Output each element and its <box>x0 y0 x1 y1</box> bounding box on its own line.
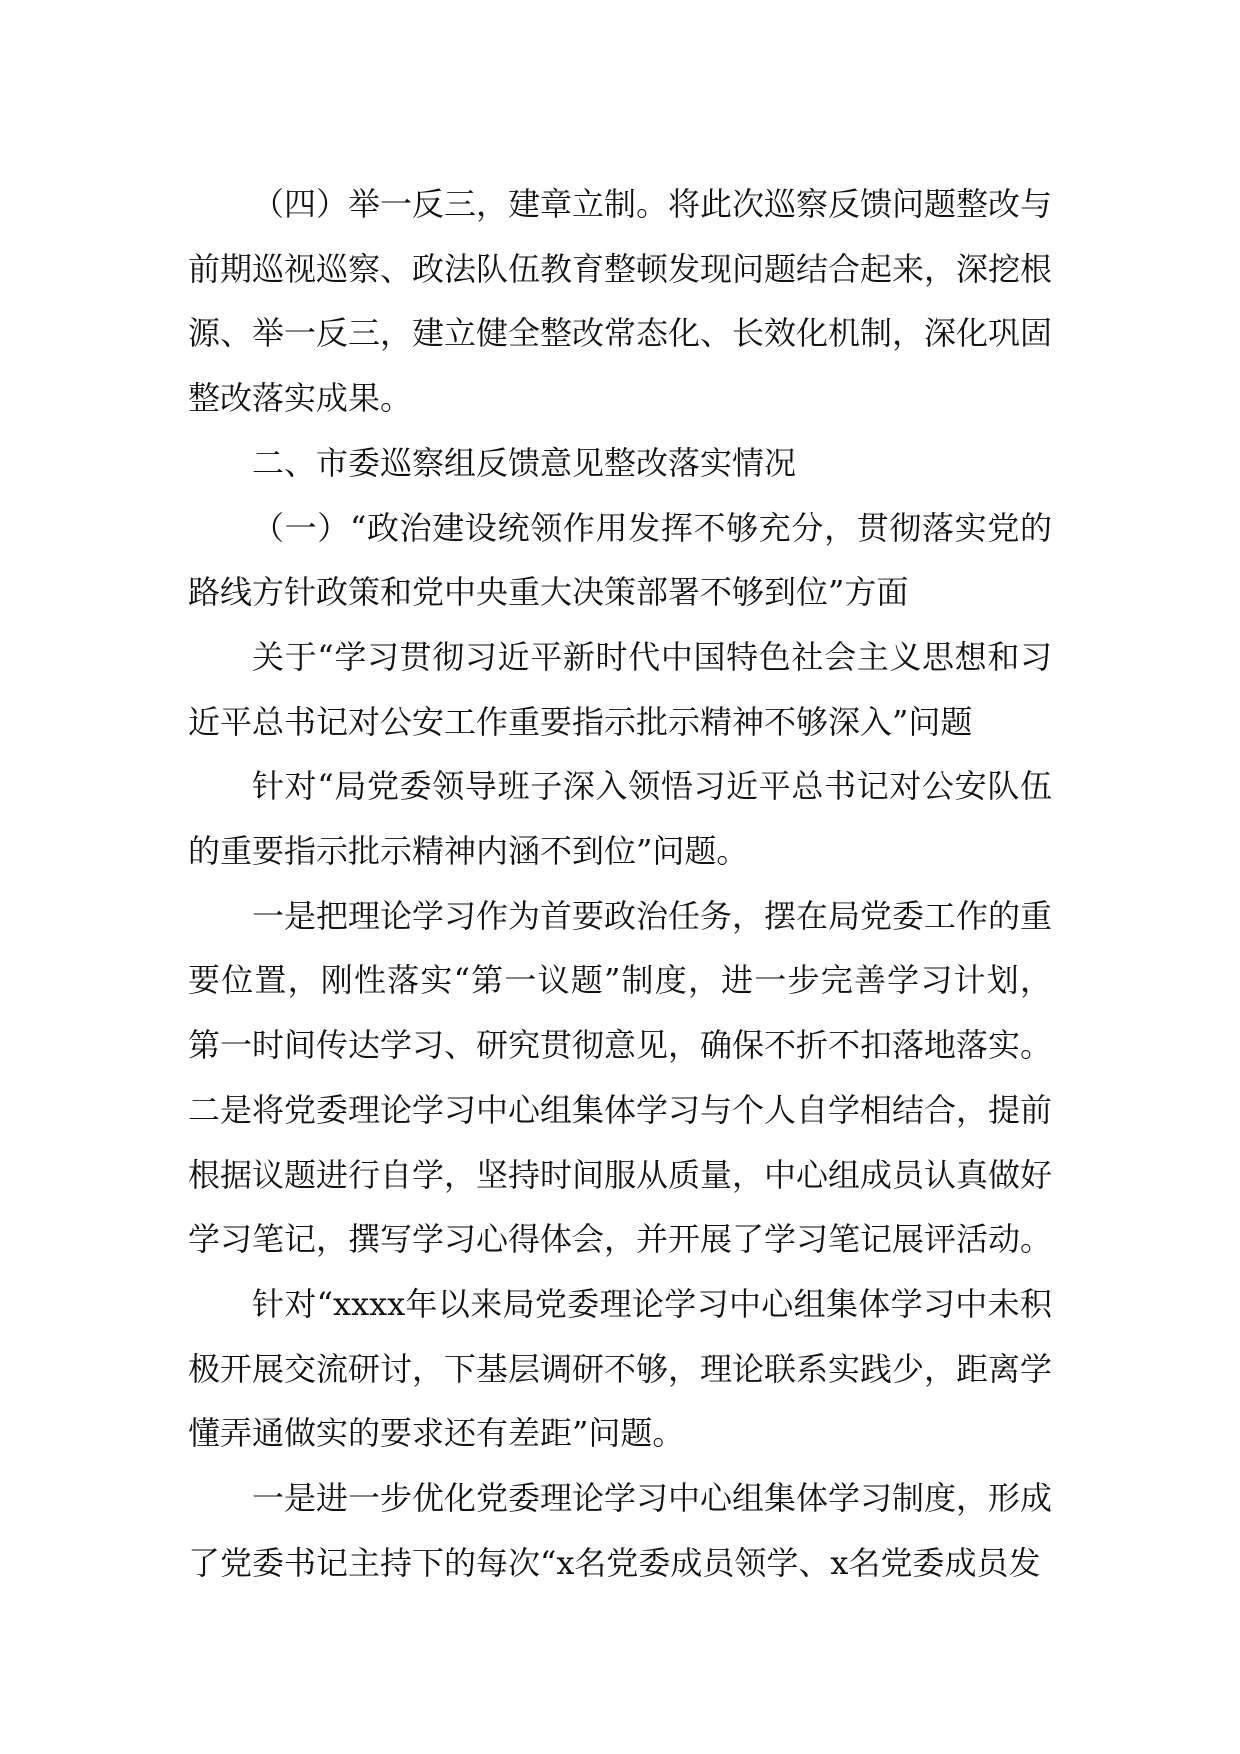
paragraph-issue-leadership: 针对“局党委领导班子深入领悟习近平总书记对公安队伍的重要指示批示精神内涵不到位”问题。 <box>188 767 1052 871</box>
paragraph-measures-2: 一是进一步优化党委理论学习中心组集体学习制度，形成了党委书记主持下的每次“x名党委成员领学、x名党委成员发 <box>188 1479 1053 1582</box>
heading-section-2: 二、市委巡察组反馈意见整改落实情况 <box>252 443 797 482</box>
document-body <box>188 172 1052 1595</box>
paragraph-issue-study-group: 针对“xxxx年以来局党委理论学习中心组集体学习中未积极开展交流研讨，下基层调研不够，理论联系实践少，距离学懂弄通做实的要求还有差距”问题。 <box>188 1284 1053 1453</box>
subheading-study-issue: 关于“学习贯彻习近平新时代中国特色社会主义思想和习近平总书记对公安工作重要指示批示精神不够深入”问题 <box>188 637 1052 741</box>
paragraph-section-4: （四）举一反三，建章立制。将此次巡察反馈问题整改与前期巡视巡察、政法队伍教育整顿发现问题结合起来，深挖根源、举一反三，建立健全整改常态化、长效化机制，深化巩固整改落实成果。 <box>188 185 1053 418</box>
subheading-political-construction: （一）“政治建设统领作用发挥不够充分，贯彻落实党的路线方针政策和党中央重大决策部署不够到位”方面 <box>188 508 1052 612</box>
paragraph-measures-1: 一是把理论学习作为首要政治任务，摆在局党委工作的重要位置，刚性落实“第一议题”制度，进一步完善学习计划，第一时间传达学习、研究贯彻意见，确保不折不扣落地落实。二是将党委理论学习中心组集体学习与个人自学相结合，提前根据议题进行自学，坚持时间服从质量，中心组成员认真做好学习笔记，撰写学习心得体会，并开展了学习笔记展评活动。 <box>188 896 1053 1259</box>
